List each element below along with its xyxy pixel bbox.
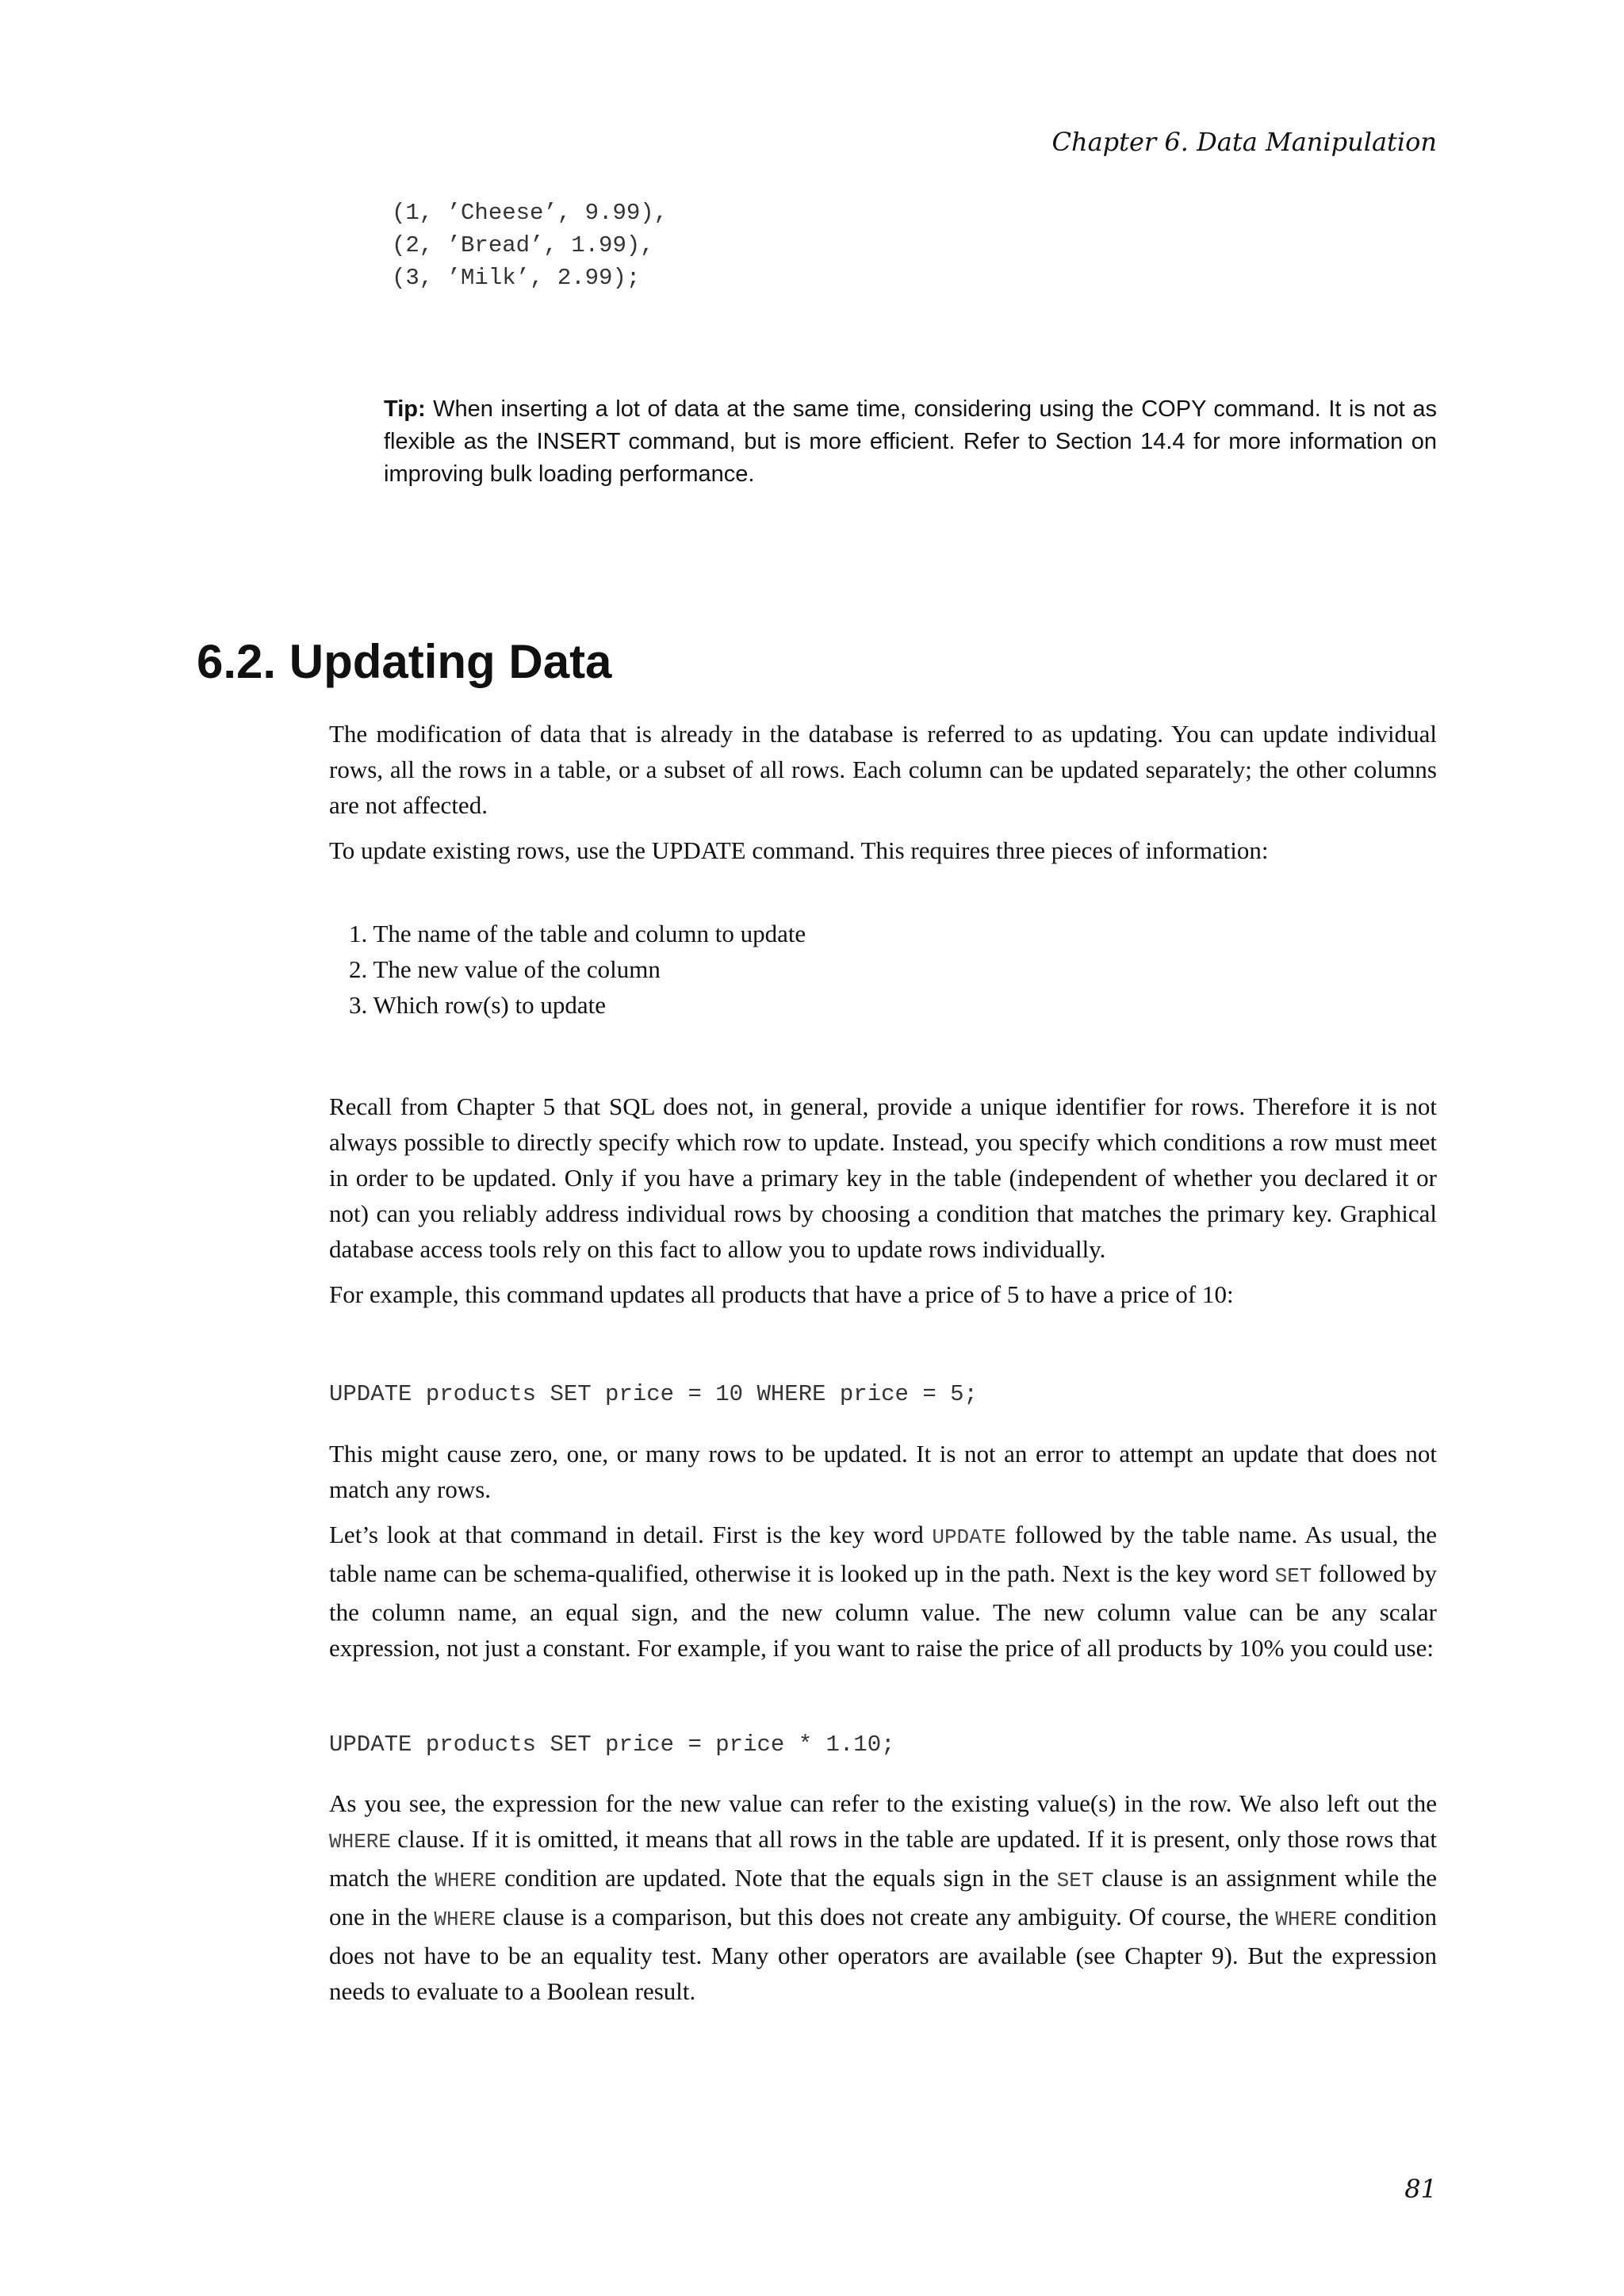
text-segment: As you see, the expression for the new value can refer to the existing value(s) in the row. We also left out the <box>329 1789 1437 1817</box>
code-line: (3, ’Milk’, 2.99); <box>392 265 641 291</box>
intro-block <box>329 716 1437 868</box>
paragraph-intro: The modification of data that is already in the database is referred to as updating. You can update individual rows, all the rows in a table, or a subset of all rows. Each column can be updated separately; the other columns are not affected. <box>329 720 1437 819</box>
steps-list <box>349 916 806 1023</box>
paragraph-final <box>329 1785 1437 2009</box>
list-item: 2. The new value of the column <box>349 955 661 983</box>
paragraph-detail <box>329 1517 1437 1666</box>
tip-text: When inserting a lot of data at the same time, considering using the COPY command. It is not as flexible as the INSERT command, but is more efficient. Refer to Section 14.4 for more information on improving bulk loading performance. <box>384 396 1437 487</box>
keyword-where: WHERE <box>1275 1908 1338 1931</box>
list-item: 3. Which row(s) to update <box>349 991 606 1019</box>
keyword-where: WHERE <box>329 1830 392 1854</box>
final-block <box>329 1785 1437 2009</box>
page-number: 81 <box>1404 2174 1437 2204</box>
tip-note <box>384 393 1437 491</box>
tip-label: Tip: <box>384 396 426 422</box>
paragraph-to-update: To update existing rows, use the UPDATE command. This requires three pieces of information: <box>329 836 1269 864</box>
paragraph-example: For example, this command updates all products that have a price of 5 to have a price of 10: <box>329 1280 1234 1308</box>
text-segment: clause is an assignment while the one in the <box>329 1864 1437 1931</box>
keyword-update: UPDATE <box>932 1525 1006 1549</box>
keyword-where: WHERE <box>435 1869 497 1892</box>
code-update-all: UPDATE products SET price = price * 1.10; <box>329 1732 895 1758</box>
detail-block <box>329 1436 1437 1666</box>
text-segment: condition does not have to be an equality test. Many other operators are available (see Chapter 9). But the expression needs to evaluate to a Boolean result. <box>329 1903 1437 2005</box>
recall-block <box>329 1089 1437 1312</box>
keyword-set: SET <box>1274 1564 1312 1588</box>
code-line: (1, ’Cheese’, 9.99), <box>392 200 668 226</box>
section-heading: 6.2. Updating Data <box>197 635 612 688</box>
code-continuation <box>392 197 668 294</box>
text-segment: clause. If it is omitted, it means that all rows in the table are updated. If it is present, only those rows that match the <box>329 1825 1437 1892</box>
keyword-set: SET <box>1056 1869 1094 1892</box>
text-segment: condition are updated. Note that the equals sign in the <box>496 1864 1057 1892</box>
list-item: 1. The name of the table and column to update <box>349 920 806 947</box>
text-segment: clause is a comparison, but this does not create any ambiguity. Of course, the <box>496 1903 1276 1931</box>
text-segment: Let’s look at that command in detail. First is the key word <box>329 1521 933 1548</box>
paragraph-might-cause: This might cause zero, one, or many rows to be updated. It is not an error to attempt an update that does not match any rows. <box>329 1440 1437 1503</box>
keyword-where: WHERE <box>434 1908 496 1931</box>
code-line: (2, ’Bread’, 1.99), <box>392 232 654 258</box>
text-segment: followed by the column name, an equal sign, and the new column value. The new column value can be any scalar expression, not just a constant. For example, if you want to raise the price of all products by 10% you could use: <box>329 1559 1437 1662</box>
running-header: Chapter 6. Data Manipulation <box>1051 127 1437 157</box>
code-update-price: UPDATE products SET price = 10 WHERE price = 5; <box>329 1381 978 1407</box>
text-segment: followed by the table name. As usual, the table name can be schema-qualified, otherwise it is looked up in the path. Next is the key word <box>329 1521 1437 1587</box>
paragraph-recall: Recall from Chapter 5 that SQL does not, in general, provide a unique identifier for rows. Therefore it is not always possible to directly specify which row to update. Instead, you specify which conditions a row must meet in order to be updated. Only if you have a primary key in the table (independent of whether you declared it or not) can you reliably address individual rows by choosing a condition that matches the primary key. Graphical database access tools rely on this fact to allow you to update rows individually. <box>329 1093 1437 1263</box>
